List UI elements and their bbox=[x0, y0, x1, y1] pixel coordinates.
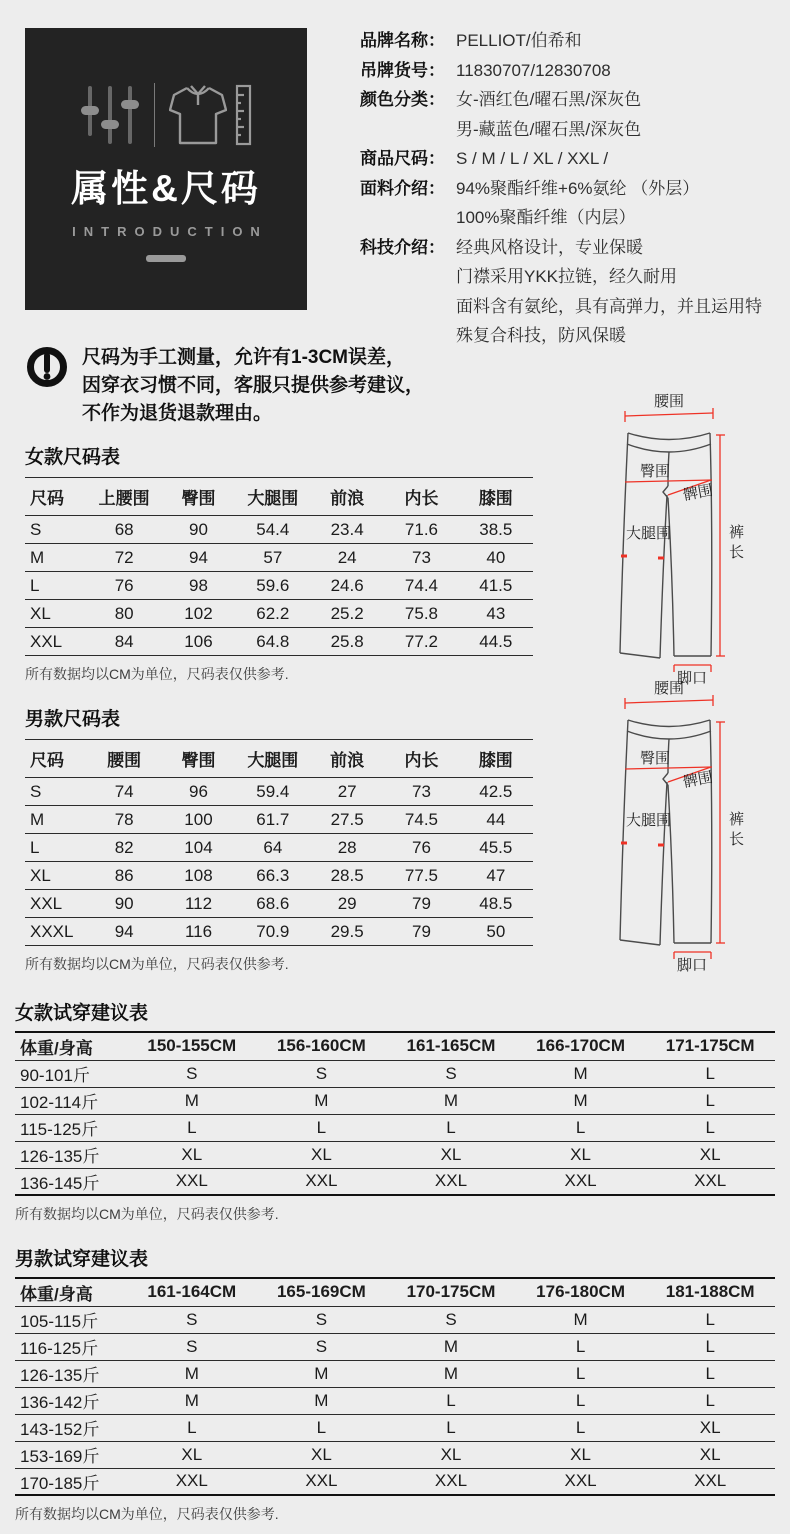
table-cell: XXL bbox=[257, 1168, 387, 1195]
table-cell: L bbox=[645, 1306, 775, 1333]
table-cell: 48.5 bbox=[459, 890, 533, 918]
table-cell: L bbox=[516, 1360, 646, 1387]
table-cell: L bbox=[386, 1414, 516, 1441]
table-cell: 73 bbox=[384, 544, 458, 572]
table-cell: S bbox=[127, 1306, 257, 1333]
table-row bbox=[15, 1060, 775, 1087]
table-cell: 126-135斤 bbox=[15, 1141, 127, 1168]
table-cell: L bbox=[25, 834, 87, 862]
table-cell: 76 bbox=[87, 572, 161, 600]
table-cell: 78 bbox=[87, 806, 161, 834]
info-row bbox=[360, 262, 785, 292]
table-cell: 74.4 bbox=[384, 572, 458, 600]
info-label bbox=[360, 292, 456, 322]
table-cell: 23.4 bbox=[310, 516, 384, 544]
info-value: 女-酒红色/曜石黑/深灰色 bbox=[456, 90, 642, 109]
table-cell: 80 bbox=[87, 600, 161, 628]
men-fit-table bbox=[15, 1277, 775, 1496]
table-row bbox=[15, 1087, 775, 1114]
table-cell: 115-125斤 bbox=[15, 1114, 127, 1141]
table-cell: 90 bbox=[161, 516, 235, 544]
header-row bbox=[15, 1278, 775, 1306]
table-cell: 64 bbox=[236, 834, 310, 862]
table-cell: XL bbox=[516, 1141, 646, 1168]
table-row bbox=[25, 806, 533, 834]
bi-label: 髀围 bbox=[681, 768, 715, 791]
notice-text bbox=[82, 344, 424, 428]
table-cell: 72 bbox=[87, 544, 161, 572]
notice-line: 不作为退货退款理由。 bbox=[82, 403, 273, 424]
table-cell: 24 bbox=[310, 544, 384, 572]
table-cell: XL bbox=[25, 862, 87, 890]
table-cell: S bbox=[257, 1306, 387, 1333]
table-cell: 106 bbox=[161, 628, 235, 656]
table-cell: M bbox=[127, 1387, 257, 1414]
table-cell: XL bbox=[25, 600, 87, 628]
table-cell: M bbox=[257, 1087, 387, 1114]
column-header: 166-170CM bbox=[516, 1032, 646, 1060]
table-cell: M bbox=[516, 1306, 646, 1333]
info-value: 11830707/12830708 bbox=[456, 60, 611, 80]
table-row bbox=[25, 778, 533, 806]
table-cell: S bbox=[127, 1060, 257, 1087]
column-header: 前浪 bbox=[310, 740, 384, 778]
info-row bbox=[360, 292, 785, 322]
column-header: 176-180CM bbox=[516, 1278, 646, 1306]
table-row bbox=[25, 834, 533, 862]
table-cell: 68 bbox=[87, 516, 161, 544]
table-cell: XXL bbox=[127, 1168, 257, 1195]
hip-label: 臀围 bbox=[640, 750, 671, 767]
table-row bbox=[15, 1360, 775, 1387]
table-cell: L bbox=[645, 1060, 775, 1087]
table-cell: XXL bbox=[386, 1168, 516, 1195]
table-cell: L bbox=[645, 1387, 775, 1414]
info-value: PELLIOT/伯希和 bbox=[456, 31, 582, 50]
women-size-footnote: 所有数据均以CM为单位，尺码表仅供参考. bbox=[25, 666, 289, 682]
info-value: 94%聚酯纤维+6%氨纶 （外层） bbox=[456, 178, 700, 198]
column-header: 150-155CM bbox=[127, 1032, 257, 1060]
column-header: 体重/身高 bbox=[15, 1032, 127, 1060]
men-fit-title: 男款试穿建议表 bbox=[15, 1249, 149, 1270]
info-label: 商品尺码： bbox=[360, 149, 445, 168]
bi-label: 髀围 bbox=[681, 481, 715, 504]
info-label bbox=[360, 203, 456, 233]
info-value: 100%聚酯纤维（内层） bbox=[456, 208, 636, 227]
men-size-section bbox=[25, 704, 533, 974]
table-cell: 28.5 bbox=[310, 862, 384, 890]
info-label: 颜色分类： bbox=[360, 90, 445, 109]
table-cell: 74 bbox=[87, 778, 161, 806]
info-value: 男-藏蓝色/曜石黑/深灰色 bbox=[456, 119, 642, 139]
table-cell: S bbox=[257, 1060, 387, 1087]
info-value: 门襟采用YKK拉链，经久耐用 bbox=[456, 267, 678, 286]
table-cell: 96 bbox=[161, 778, 235, 806]
table-cell: XXL bbox=[516, 1468, 646, 1495]
info-label bbox=[360, 262, 456, 292]
column-header: 膝围 bbox=[459, 478, 533, 516]
length-label: 长 bbox=[729, 831, 745, 848]
table-cell: 102 bbox=[161, 600, 235, 628]
table-cell: S bbox=[127, 1333, 257, 1360]
table-cell: 70.9 bbox=[236, 918, 310, 946]
table-cell: 68.6 bbox=[236, 890, 310, 918]
table-cell: L bbox=[516, 1114, 646, 1141]
table-cell: 75.8 bbox=[384, 600, 458, 628]
table-cell: M bbox=[516, 1087, 646, 1114]
table-cell: 143-152斤 bbox=[15, 1414, 127, 1441]
ruler-icon bbox=[235, 84, 252, 146]
info-label bbox=[360, 115, 456, 145]
table-cell: 73 bbox=[384, 778, 458, 806]
table-cell: L bbox=[645, 1333, 775, 1360]
table-row bbox=[25, 918, 533, 946]
table-cell: 170-185斤 bbox=[15, 1468, 127, 1495]
column-header: 165-169CM bbox=[257, 1278, 387, 1306]
women-pants-diagram bbox=[592, 385, 787, 685]
table-cell: 94 bbox=[87, 918, 161, 946]
table-cell: 50 bbox=[459, 918, 533, 946]
table-row bbox=[25, 572, 533, 600]
table-row bbox=[15, 1414, 775, 1441]
table-cell: 66.3 bbox=[236, 862, 310, 890]
length-label: 裤 bbox=[729, 524, 745, 541]
table-cell: XL bbox=[516, 1441, 646, 1468]
info-label: 吊牌货号： bbox=[360, 60, 445, 80]
header-row bbox=[15, 1032, 775, 1060]
table-cell: L bbox=[386, 1114, 516, 1141]
table-cell: XXL bbox=[25, 628, 87, 656]
info-label: 面料介绍： bbox=[360, 178, 445, 198]
column-header: 内长 bbox=[384, 740, 458, 778]
men-fit-section bbox=[15, 1244, 775, 1524]
table-cell: XXL bbox=[25, 890, 87, 918]
table-cell: L bbox=[645, 1360, 775, 1387]
table-cell: XL bbox=[645, 1441, 775, 1468]
table-cell: L bbox=[645, 1087, 775, 1114]
info-value: 面料含有氨纶，具有高弹力，并且运用特 bbox=[456, 296, 762, 316]
table-cell: L bbox=[257, 1414, 387, 1441]
table-cell: S bbox=[25, 516, 87, 544]
table-cell: 64.8 bbox=[236, 628, 310, 656]
column-header: 膝围 bbox=[459, 740, 533, 778]
table-cell: M bbox=[516, 1060, 646, 1087]
table-cell: M bbox=[257, 1387, 387, 1414]
table-cell: M bbox=[25, 806, 87, 834]
waist-label: 腰围 bbox=[653, 680, 685, 697]
info-label: 品牌名称： bbox=[360, 31, 445, 50]
table-cell: 90 bbox=[87, 890, 161, 918]
table-cell: 153-169斤 bbox=[15, 1441, 127, 1468]
table-row bbox=[25, 628, 533, 656]
hip-label: 臀围 bbox=[640, 463, 671, 480]
header-row bbox=[25, 478, 533, 516]
notice bbox=[26, 344, 424, 428]
table-cell: L bbox=[127, 1414, 257, 1441]
column-header: 体重/身高 bbox=[15, 1278, 127, 1306]
table-cell: L bbox=[516, 1387, 646, 1414]
table-cell: S bbox=[386, 1306, 516, 1333]
table-row bbox=[25, 890, 533, 918]
column-header: 181-188CM bbox=[645, 1278, 775, 1306]
table-cell: XL bbox=[645, 1141, 775, 1168]
men-fit-footnote: 所有数据均以CM为单位，尺码表仅供参考. bbox=[15, 1506, 279, 1522]
info-value: 殊复合科技，防风保暖 bbox=[456, 326, 626, 345]
table-cell: L bbox=[127, 1114, 257, 1141]
men-pants-diagram bbox=[592, 672, 787, 972]
table-row bbox=[15, 1141, 775, 1168]
table-cell: 44.5 bbox=[459, 628, 533, 656]
table-cell: 90-101斤 bbox=[15, 1060, 127, 1087]
table-row bbox=[25, 516, 533, 544]
table-cell: 47 bbox=[459, 862, 533, 890]
waist-label: 腰围 bbox=[653, 393, 685, 410]
info-row bbox=[360, 144, 785, 174]
product-info bbox=[360, 26, 785, 351]
length-label: 裤 bbox=[729, 811, 745, 828]
column-header: 尺码 bbox=[25, 740, 87, 778]
table-cell: 29.5 bbox=[310, 918, 384, 946]
table-cell: XXL bbox=[645, 1468, 775, 1495]
info-row bbox=[360, 233, 785, 263]
table-cell: 74.5 bbox=[384, 806, 458, 834]
table-cell: 126-135斤 bbox=[15, 1360, 127, 1387]
column-header: 161-165CM bbox=[386, 1032, 516, 1060]
table-cell: 86 bbox=[87, 862, 161, 890]
table-cell: XL bbox=[257, 1141, 387, 1168]
table-row bbox=[15, 1387, 775, 1414]
table-cell: M bbox=[25, 544, 87, 572]
table-cell: 59.4 bbox=[236, 778, 310, 806]
info-value: S / M / L / XL / XXL / bbox=[456, 149, 609, 168]
header-row bbox=[25, 740, 533, 778]
table-cell: 136-145斤 bbox=[15, 1168, 127, 1195]
table-cell: 29 bbox=[310, 890, 384, 918]
table-cell: 98 bbox=[161, 572, 235, 600]
table-cell: L bbox=[257, 1114, 387, 1141]
table-cell: XXL bbox=[127, 1468, 257, 1495]
table-cell: 77.5 bbox=[384, 862, 458, 890]
table-cell: L bbox=[25, 572, 87, 600]
intro-icons bbox=[25, 82, 307, 148]
table-row bbox=[25, 544, 533, 572]
table-cell: XL bbox=[386, 1141, 516, 1168]
table-cell: 27.5 bbox=[310, 806, 384, 834]
thigh-label: 大腿围 bbox=[626, 812, 672, 829]
table-cell: M bbox=[127, 1360, 257, 1387]
men-size-table bbox=[25, 739, 533, 946]
women-size-table bbox=[25, 477, 533, 656]
table-cell: 40 bbox=[459, 544, 533, 572]
table-cell: 57 bbox=[236, 544, 310, 572]
table-cell: M bbox=[386, 1360, 516, 1387]
info-label: 科技介绍： bbox=[360, 237, 445, 257]
table-cell: 112 bbox=[161, 890, 235, 918]
table-cell: 76 bbox=[384, 834, 458, 862]
info-value: 经典风格设计，专业保暖 bbox=[456, 237, 643, 257]
info-row bbox=[360, 203, 785, 233]
table-cell: 54.4 bbox=[236, 516, 310, 544]
info-row bbox=[360, 26, 785, 56]
column-header: 臀围 bbox=[161, 740, 235, 778]
table-cell: M bbox=[127, 1087, 257, 1114]
table-cell: 84 bbox=[87, 628, 161, 656]
hem-label: 脚口 bbox=[676, 670, 708, 685]
column-header: 大腿围 bbox=[236, 740, 310, 778]
table-cell: S bbox=[25, 778, 87, 806]
table-cell: L bbox=[516, 1414, 646, 1441]
men-size-footnote: 所有数据均以CM为单位，尺码表仅供参考. bbox=[25, 956, 289, 972]
intro-underline bbox=[146, 255, 186, 262]
column-header: 腰围 bbox=[87, 740, 161, 778]
table-cell: XXL bbox=[257, 1468, 387, 1495]
thigh-label: 大腿围 bbox=[626, 525, 672, 542]
info-row bbox=[360, 85, 785, 115]
table-cell: 25.2 bbox=[310, 600, 384, 628]
women-size-section bbox=[25, 442, 533, 684]
column-header: 臀围 bbox=[161, 478, 235, 516]
notice-line: 因穿衣习惯不同，客服只提供参考建议， bbox=[82, 375, 425, 396]
table-cell: 43 bbox=[459, 600, 533, 628]
column-header: 尺码 bbox=[25, 478, 87, 516]
table-cell: L bbox=[645, 1114, 775, 1141]
table-cell: 105-115斤 bbox=[15, 1306, 127, 1333]
column-header: 大腿围 bbox=[236, 478, 310, 516]
column-header: 上腰围 bbox=[87, 478, 161, 516]
table-cell: S bbox=[386, 1060, 516, 1087]
column-header: 156-160CM bbox=[257, 1032, 387, 1060]
women-fit-table bbox=[15, 1031, 775, 1196]
intro-card bbox=[25, 28, 307, 310]
column-header: 161-164CM bbox=[127, 1278, 257, 1306]
table-cell: 102-114斤 bbox=[15, 1087, 127, 1114]
table-row bbox=[15, 1306, 775, 1333]
table-cell: XXL bbox=[386, 1468, 516, 1495]
table-cell: 79 bbox=[384, 890, 458, 918]
women-fit-footnote: 所有数据均以CM为单位，尺码表仅供参考. bbox=[15, 1206, 279, 1222]
hem-label: 脚口 bbox=[676, 957, 708, 972]
info-row bbox=[360, 174, 785, 204]
table-cell: 82 bbox=[87, 834, 161, 862]
table-cell: L bbox=[386, 1387, 516, 1414]
table-cell: 100 bbox=[161, 806, 235, 834]
intro-title: 属性&尺码 bbox=[71, 168, 261, 209]
table-cell: 108 bbox=[161, 862, 235, 890]
table-cell: M bbox=[386, 1087, 516, 1114]
table-cell: XL bbox=[127, 1441, 257, 1468]
icon-divider bbox=[154, 83, 155, 147]
table-cell: XXL bbox=[645, 1168, 775, 1195]
table-cell: 116-125斤 bbox=[15, 1333, 127, 1360]
table-cell: 38.5 bbox=[459, 516, 533, 544]
table-cell: 79 bbox=[384, 918, 458, 946]
table-cell: 136-142斤 bbox=[15, 1387, 127, 1414]
table-cell: S bbox=[257, 1333, 387, 1360]
table-row bbox=[15, 1168, 775, 1195]
table-row bbox=[15, 1333, 775, 1360]
info-row bbox=[360, 115, 785, 145]
table-row bbox=[15, 1468, 775, 1495]
table-cell: M bbox=[257, 1360, 387, 1387]
length-label: 长 bbox=[729, 544, 745, 561]
table-cell: XXXL bbox=[25, 918, 87, 946]
table-cell: 44 bbox=[459, 806, 533, 834]
warning-icon bbox=[26, 346, 68, 388]
table-cell: 94 bbox=[161, 544, 235, 572]
sliders-icon bbox=[80, 84, 140, 146]
women-fit-section bbox=[15, 998, 775, 1224]
tshirt-icon bbox=[169, 83, 227, 147]
table-cell: 28 bbox=[310, 834, 384, 862]
table-row bbox=[15, 1441, 775, 1468]
table-cell: XXL bbox=[516, 1168, 646, 1195]
table-cell: 41.5 bbox=[459, 572, 533, 600]
table-row bbox=[25, 600, 533, 628]
table-cell: 45.5 bbox=[459, 834, 533, 862]
info-row bbox=[360, 56, 785, 86]
table-cell: XL bbox=[645, 1414, 775, 1441]
table-cell: 27 bbox=[310, 778, 384, 806]
table-cell: 42.5 bbox=[459, 778, 533, 806]
intro-subtitle: INTRODUCTION bbox=[72, 224, 268, 239]
column-header: 171-175CM bbox=[645, 1032, 775, 1060]
table-row bbox=[15, 1114, 775, 1141]
table-cell: 61.7 bbox=[236, 806, 310, 834]
table-cell: 71.6 bbox=[384, 516, 458, 544]
women-size-title: 女款尺码表 bbox=[25, 447, 121, 468]
table-cell: 104 bbox=[161, 834, 235, 862]
table-cell: 59.6 bbox=[236, 572, 310, 600]
table-cell: M bbox=[386, 1333, 516, 1360]
table-cell: L bbox=[516, 1333, 646, 1360]
table-cell: XL bbox=[257, 1441, 387, 1468]
column-header: 170-175CM bbox=[386, 1278, 516, 1306]
column-header: 内长 bbox=[384, 478, 458, 516]
table-cell: 62.2 bbox=[236, 600, 310, 628]
table-row bbox=[25, 862, 533, 890]
table-cell: 116 bbox=[161, 918, 235, 946]
notice-line: 尺码为手工测量，允许有1-3CM误差， bbox=[82, 347, 406, 368]
men-size-title: 男款尺码表 bbox=[25, 709, 121, 730]
table-cell: 25.8 bbox=[310, 628, 384, 656]
column-header: 前浪 bbox=[310, 478, 384, 516]
table-cell: XL bbox=[127, 1141, 257, 1168]
table-cell: 77.2 bbox=[384, 628, 458, 656]
table-cell: XL bbox=[386, 1441, 516, 1468]
women-fit-title: 女款试穿建议表 bbox=[15, 1003, 149, 1024]
table-cell: 24.6 bbox=[310, 572, 384, 600]
